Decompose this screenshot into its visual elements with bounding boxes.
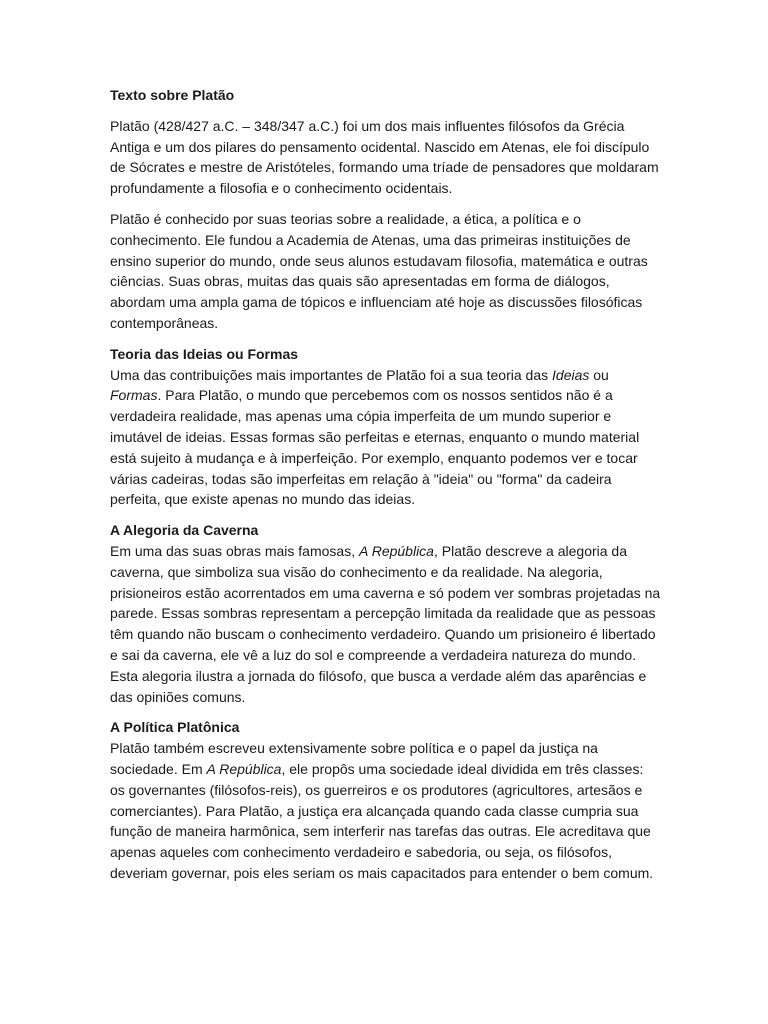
section-body	[110, 365, 662, 511]
body-text: Uma das contribuições mais importantes de Platão foi a sua teoria das	[110, 366, 553, 383]
italic-term: Formas	[110, 387, 158, 404]
section-politica-platonica	[110, 717, 662, 883]
section-teoria-das-ideias	[110, 344, 662, 510]
italic-term: A República	[206, 760, 282, 777]
document-title: Texto sobre Platão	[110, 87, 235, 103]
body-text: Platão também escreveu extensivamente sobre política e o papel da justiça na sociedade. Em	[110, 740, 598, 777]
intro-paragraph-2: Platão é conhecido por suas teorias sobre a realidade, a ética, a política e o conhecimento. Ele fundou a Academia de Atenas, uma das primeiras instituições de ensino superior do mundo, onde seus alunos estudavam filosofia, matemática e outras ciências. Suas obras, muitas das quais são apresentadas em forma de diálogos, abordam uma ampla gama de tópicos e influenciam até hoje as discussões filosóficas contemporâneas.	[110, 210, 648, 331]
section-heading: Teoria das Ideias ou Formas	[110, 345, 299, 362]
italic-term: Ideias	[552, 366, 590, 383]
body-text: , Platão descreve a alegoria da caverna, que simboliza sua visão do conhecimento e da realidade. Na alegoria, prisioneiros estão acorrentados em uma caverna e só podem ver sombras projetadas na parede. Essas sombras representam a percepção limitada da realidade que as pessoas têm quando não buscam o conhecimento verdadeiro. Quando um prisioneiro é libertado e sai da caverna, ele vê a luz do sol e compreende a verdadeira natureza do mundo. Esta alegoria ilustra a jornada do filósofo, que busca a verdade além das aparências e das opiniões comuns.	[110, 542, 661, 705]
body-text: ou	[589, 366, 609, 383]
intro-paragraph-1: Platão (428/427 a.C. – 348/347 a.C.) foi um dos mais influentes filósofos da Grécia Antiga e um dos pilares do pensamento ocidental. Nascido em Atenas, ele foi discípulo de Sócrates e mestre de Aristóteles, formando uma tríade de pensadores que moldaram profundamente a filosofia e o conhecimento ocidentais.	[110, 117, 659, 197]
section-body	[110, 541, 662, 707]
body-text: . Para Platão, o mundo que percebemos com os nossos sentidos não é a verdadeira realidade, mas apenas uma cópia imperfeita de um mundo superior e imutável de ideias. Essas formas são perfeitas e eternas, enquanto o mundo material está sujeito à mudança e à imperfeição. Por exemplo, enquanto podemos ver e tocar várias cadeiras, todas são imperfeitas em relação à "ideia" ou "forma" da cadeira perfeita, que existe apenas no mundo das ideias.	[110, 387, 640, 508]
section-body	[110, 738, 662, 884]
italic-term: A República	[359, 542, 434, 559]
section-alegoria-da-caverna	[110, 520, 662, 707]
body-text: Em uma das suas obras mais famosas,	[110, 542, 359, 559]
section-heading: A Alegoria da Caverna	[110, 522, 259, 539]
section-heading: A Política Platônica	[110, 719, 240, 736]
document-page	[110, 85, 662, 894]
body-text: , ele propôs uma sociedade ideal dividida em três classes: os governantes (filósofos-reis), os guerreiros e os produtores (agricultores, artesãos e comerciantes). Para Platão, a justiça era alcançada quando cada classe cumpria sua função de maneira harmônica, sem interferir nas tarefas das outras. Ele acreditava que apenas aqueles com conhecimento verdadeiro e sabedoria, ou seja, os filósofos, deveriam governar, pois eles seriam os mais capacitados para entender o bem comum.	[110, 760, 654, 881]
